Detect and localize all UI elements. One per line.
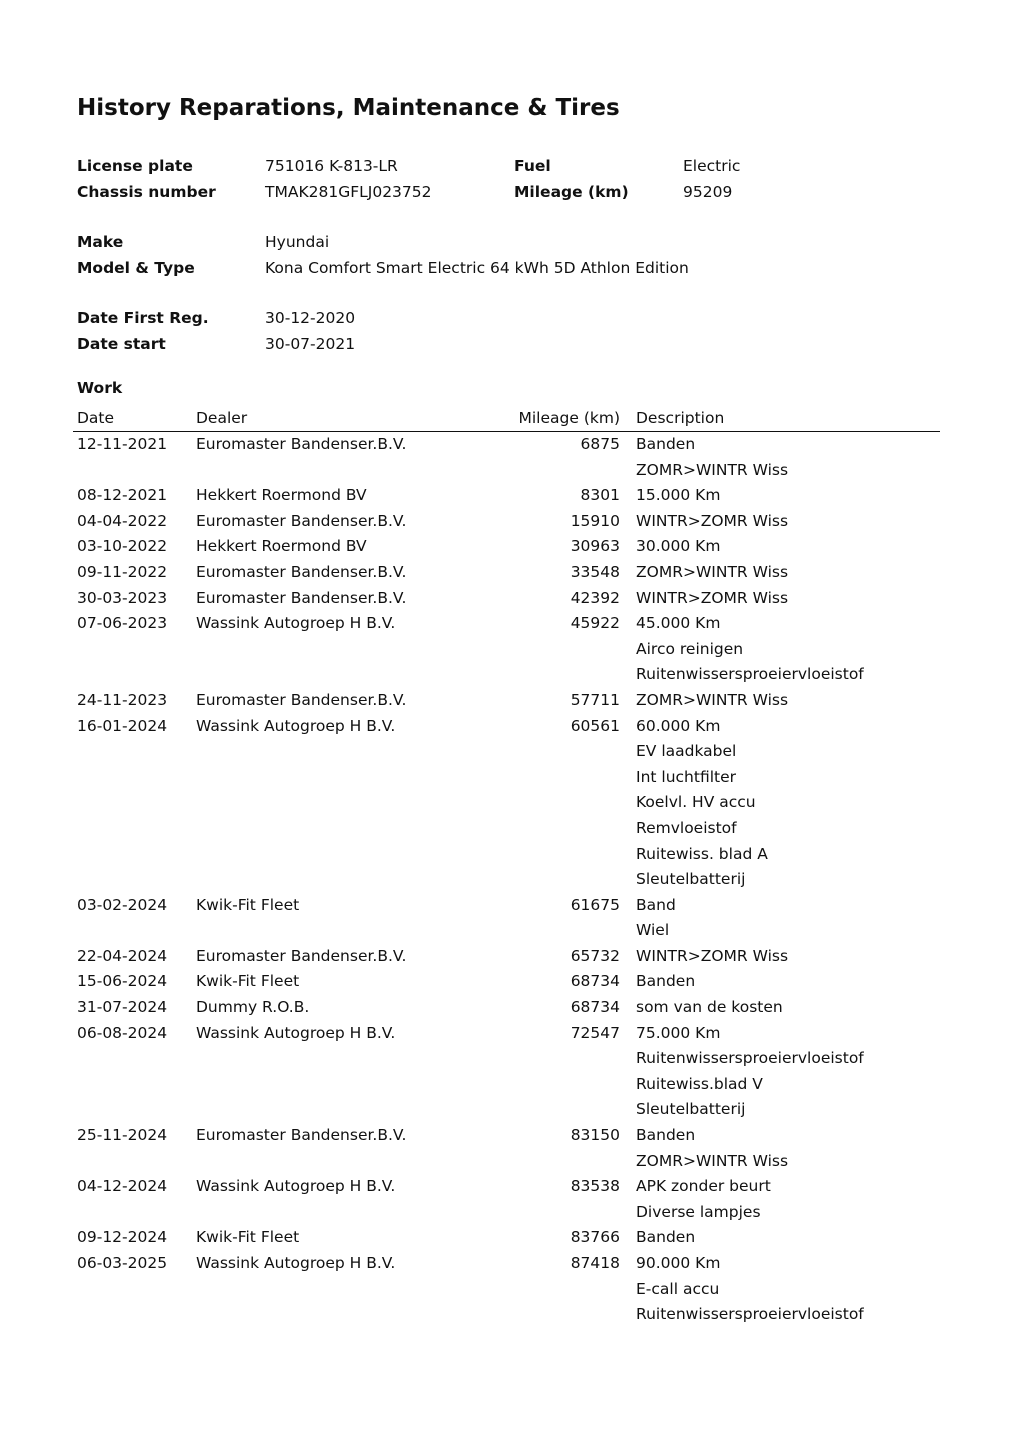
table-row: [73, 560, 940, 586]
column-header-dealer: Dealer: [196, 409, 248, 427]
row-date: 03-02-2024: [77, 895, 168, 914]
row-description: [636, 893, 1018, 944]
row-mileage: 33548: [570, 562, 620, 581]
description-line: EV laadkabel: [636, 742, 737, 761]
row-mileage: 65732: [570, 946, 620, 965]
work-heading: Work: [77, 379, 123, 397]
row-date: 31-07-2024: [77, 998, 168, 1017]
row-mileage: 57711: [570, 690, 620, 709]
description-line: ZOMR>WINTR Wiss: [636, 1151, 789, 1170]
description-line: WINTR>ZOMR Wiss: [636, 511, 789, 530]
row-dealer: Euromaster Bandenser.B.V.: [196, 690, 407, 709]
description-line: Airco reinigen: [636, 639, 744, 658]
row-date: 30-03-2023: [77, 588, 168, 607]
description-line: Int luchtfilter: [636, 767, 737, 786]
page-title: History Reparations, Maintenance & Tires: [77, 95, 620, 121]
license-plate-label: License plate: [77, 157, 193, 175]
row-dealer: Euromaster Bandenser.B.V.: [196, 1126, 407, 1145]
row-description: [636, 714, 1018, 893]
row-description: [636, 1123, 1018, 1174]
row-date: 04-12-2024: [77, 1177, 168, 1196]
column-header-mileage: Mileage (km): [518, 409, 620, 427]
row-description: [636, 995, 1018, 1021]
row-mileage: 60561: [570, 716, 620, 735]
description-line: Diverse lampjes: [636, 1202, 761, 1221]
row-date: 07-06-2023: [77, 614, 168, 633]
description-line: Sleutelbatterij: [636, 1100, 746, 1119]
row-mileage: 6875: [580, 435, 620, 453]
row-mileage: 68734: [570, 998, 620, 1017]
row-mileage: 83766: [570, 1228, 620, 1247]
row-description: [636, 1174, 1018, 1225]
table-row: [73, 995, 940, 1021]
description-line: Banden: [636, 972, 696, 991]
row-dealer: Euromaster Bandenser.B.V.: [196, 588, 407, 607]
table-row: [73, 944, 940, 970]
date-start-value: 30-07-2021: [265, 334, 356, 353]
description-line: 75.000 Km: [636, 1023, 721, 1042]
row-description: [636, 1225, 1018, 1251]
table-row: [73, 893, 940, 944]
description-line: ZOMR>WINTR Wiss: [636, 690, 789, 709]
table-row: [73, 969, 940, 995]
description-line: 90.000 Km: [636, 1254, 721, 1272]
table-row: [73, 432, 940, 483]
table-row: [73, 714, 940, 893]
row-mileage: 8301: [580, 486, 620, 505]
row-description: [636, 1251, 1018, 1328]
table-row: [73, 509, 940, 535]
column-header-date: Date: [77, 409, 115, 427]
description-line: som van de kosten: [636, 998, 783, 1017]
description-line: Wiel: [636, 921, 670, 940]
fuel-value: Electric: [683, 157, 741, 175]
license-plate-value: 751016 K-813-LR: [265, 157, 398, 175]
row-dealer: Kwik-Fit Fleet: [196, 895, 300, 914]
description-line: Ruitenwissersproeiervloeistof: [636, 1049, 864, 1068]
row-description: [636, 944, 1018, 970]
description-line: Band: [636, 895, 676, 914]
row-date: 09-11-2022: [77, 562, 168, 581]
description-line: WINTR>ZOMR Wiss: [636, 588, 789, 607]
row-description: [636, 688, 1018, 714]
chassis-label: Chassis number: [77, 182, 216, 201]
mileage-label: Mileage (km): [514, 182, 629, 201]
table-row: [73, 1225, 940, 1251]
row-date: 09-12-2024: [77, 1228, 168, 1247]
description-line: ZOMR>WINTR Wiss: [636, 460, 789, 479]
description-line: Ruitenwissersproeiervloeistof: [636, 1305, 864, 1324]
row-dealer: Hekkert Roermond BV: [196, 486, 367, 505]
row-dealer: Euromaster Bandenser.B.V.: [196, 511, 407, 530]
description-line: Banden: [636, 435, 696, 453]
row-description: [636, 509, 1018, 535]
row-mileage: 87418: [570, 1254, 620, 1272]
description-line: Koelvl. HV accu: [636, 793, 756, 812]
row-mileage: 45922: [570, 614, 620, 633]
mileage-value: 95209: [683, 182, 733, 201]
first-reg-value: 30-12-2020: [265, 309, 356, 327]
description-line: 30.000 Km: [636, 537, 721, 556]
row-dealer: Wassink Autogroep H B.V.: [196, 614, 396, 633]
row-description: [636, 586, 1018, 612]
row-mileage: 61675: [570, 895, 620, 914]
row-dealer: Wassink Autogroep H B.V.: [196, 1023, 396, 1042]
table-row: [73, 586, 940, 612]
row-description: [636, 483, 1018, 509]
description-line: Sleutelbatterij: [636, 870, 746, 889]
row-dealer: Dummy R.O.B.: [196, 998, 310, 1017]
description-line: WINTR>ZOMR Wiss: [636, 946, 789, 965]
row-mileage: 30963: [570, 537, 620, 556]
row-description: [636, 1021, 1018, 1123]
row-date: 04-04-2022: [77, 511, 168, 530]
make-label: Make: [77, 233, 124, 251]
row-mileage: 15910: [570, 511, 620, 530]
fuel-label: Fuel: [514, 157, 551, 175]
description-line: E-call accu: [636, 1279, 720, 1298]
row-date: 03-10-2022: [77, 537, 168, 556]
model-value: Kona Comfort Smart Electric 64 kWh 5D Athlon Edition: [265, 258, 689, 277]
table-row: [73, 483, 940, 509]
work-table-header: [73, 406, 940, 432]
row-mileage: 42392: [570, 588, 620, 607]
row-mileage: 83150: [570, 1126, 620, 1145]
description-line: ZOMR>WINTR Wiss: [636, 562, 789, 581]
description-line: Banden: [636, 1126, 696, 1145]
table-row: [73, 1251, 940, 1328]
row-mileage: 72547: [570, 1023, 620, 1042]
column-header-description: Description: [636, 409, 725, 427]
chassis-value: TMAK281GFLJ023752: [265, 182, 432, 201]
description-line: Ruitewiss. blad A: [636, 844, 768, 863]
description-line: APK zonder beurt: [636, 1177, 771, 1196]
description-line: 45.000 Km: [636, 614, 721, 633]
table-row: [73, 611, 940, 688]
row-date: 06-08-2024: [77, 1023, 168, 1042]
row-dealer: Wassink Autogroep H B.V.: [196, 1254, 396, 1272]
table-row: [73, 534, 940, 560]
model-label: Model & Type: [77, 258, 195, 277]
row-description: [636, 560, 1018, 586]
table-row: [73, 1123, 940, 1174]
table-row: [73, 1174, 940, 1225]
work-table: [73, 406, 940, 1328]
row-date: 06-03-2025: [77, 1254, 168, 1272]
row-date: 22-04-2024: [77, 946, 168, 965]
date-start-label: Date start: [77, 334, 166, 353]
row-date: 25-11-2024: [77, 1126, 168, 1145]
row-description: [636, 969, 1018, 995]
row-dealer: Euromaster Bandenser.B.V.: [196, 946, 407, 965]
row-dealer: Wassink Autogroep H B.V.: [196, 1177, 396, 1196]
row-dealer: Kwik-Fit Fleet: [196, 972, 300, 991]
description-line: Banden: [636, 1228, 696, 1247]
row-description: [636, 534, 1018, 560]
description-line: Ruitewiss.blad V: [636, 1074, 763, 1093]
row-description: [636, 432, 1018, 483]
description-line: Remvloeistof: [636, 818, 737, 837]
row-dealer: Wassink Autogroep H B.V.: [196, 716, 396, 735]
row-description: [636, 611, 1018, 688]
row-date: 16-01-2024: [77, 716, 168, 735]
table-row: [73, 688, 940, 714]
row-dealer: Euromaster Bandenser.B.V.: [196, 435, 407, 453]
row-date: 08-12-2021: [77, 486, 168, 505]
row-dealer: Euromaster Bandenser.B.V.: [196, 562, 407, 581]
first-reg-label: Date First Reg.: [77, 309, 209, 327]
row-date: 24-11-2023: [77, 690, 168, 709]
make-value: Hyundai: [265, 233, 330, 251]
row-dealer: Kwik-Fit Fleet: [196, 1228, 300, 1247]
row-mileage: 68734: [570, 972, 620, 991]
table-row: [73, 1021, 940, 1123]
row-mileage: 83538: [570, 1177, 620, 1196]
description-line: 15.000 Km: [636, 486, 721, 505]
description-line: Ruitenwissersproeiervloeistof: [636, 665, 864, 684]
work-table-body: [73, 432, 940, 1328]
row-dealer: Hekkert Roermond BV: [196, 537, 367, 556]
description-line: 60.000 Km: [636, 716, 721, 735]
row-date: 15-06-2024: [77, 972, 168, 991]
row-date: 12-11-2021: [77, 435, 168, 453]
